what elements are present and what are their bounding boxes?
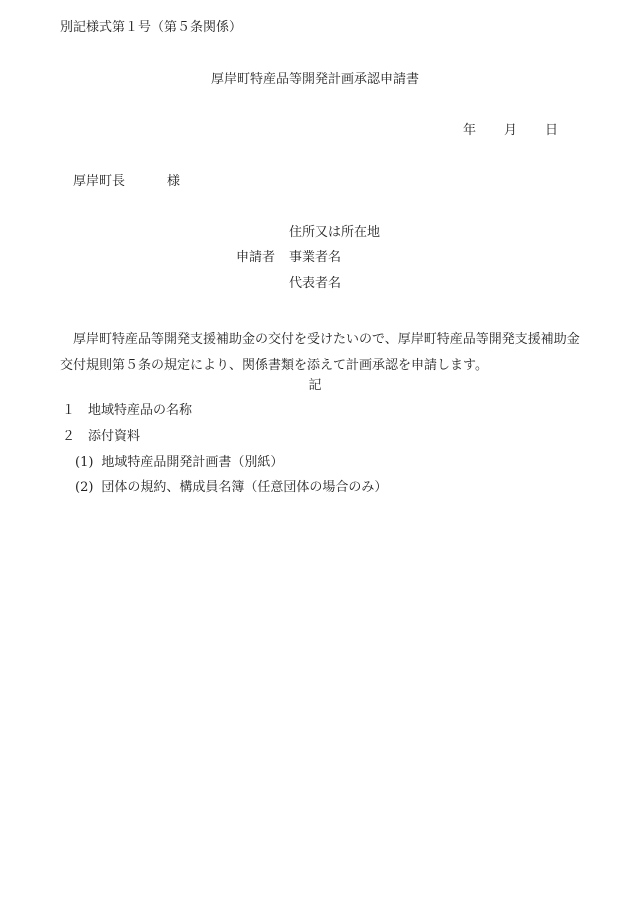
addressee-honorific: 様 (167, 174, 181, 189)
applicant-address-label: 住所又は所在地 (289, 225, 381, 240)
sub-item-text: 団体の規約、構成員名簿（任意団体の場合のみ） (101, 480, 388, 495)
date-line (463, 124, 558, 137)
date-month-label: 月 (504, 123, 518, 138)
ki-heading: 記 (308, 378, 322, 393)
item-number: ２ (62, 429, 76, 444)
sub-item-number: (1) (75, 455, 94, 470)
date-day-label: 日 (545, 123, 559, 138)
sub-item-number: (2) (75, 480, 94, 495)
item-number: １ (62, 403, 76, 418)
item-text: 添付資料 (88, 429, 141, 444)
form-number: 別記様式第１号（第５条関係） (60, 20, 243, 35)
applicant-label: 申請者 (236, 250, 276, 265)
sub-item-text: 地域特産品開発計画書（別紙） (101, 455, 284, 470)
applicant-business-label: 事業者名 (289, 250, 342, 265)
item-text: 地域特産品の名称 (88, 403, 193, 418)
sub-list-item (75, 456, 283, 469)
addressee-name: 厚岸町長 (73, 174, 126, 189)
applicant-representative-label: 代表者名 (289, 276, 342, 291)
list-item (62, 430, 140, 443)
sub-list-item (75, 481, 387, 494)
date-year-label: 年 (463, 123, 477, 138)
addressee (73, 175, 180, 188)
document-title: 厚岸町特産品等開発計画承認申請書 (210, 72, 419, 87)
list-item (62, 404, 192, 417)
application-body-text: 厚岸町特産品等開発支援補助金の交付を受けたいので、厚岸町特産品等開発支援補助金交付規則第５条の規定により、関係書類を添えて計画承認を申請します。 (60, 332, 580, 373)
